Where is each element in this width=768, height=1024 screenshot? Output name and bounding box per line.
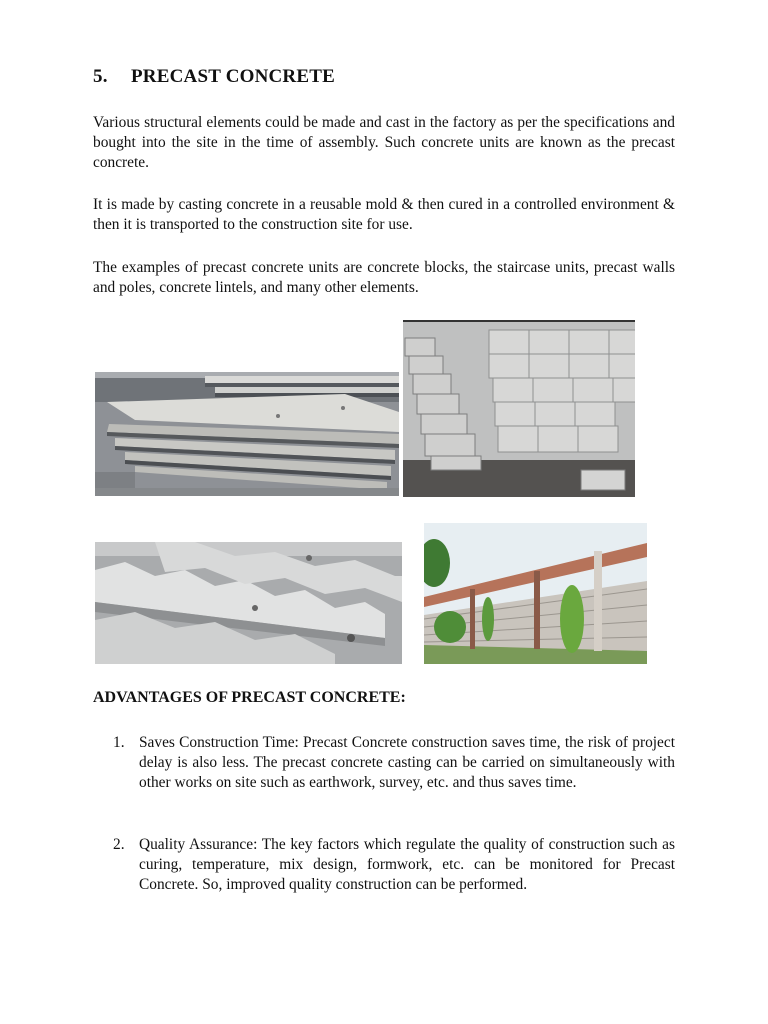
paragraph-examples: The examples of precast concrete units are concrete blocks, the staircase units, precast walls and poles, concrete lintels, and many other elements. <box>93 259 675 296</box>
advantage-text: Saves Construction Time: Precast Concrete construction saves time, the risk of project delay is also less. The precast concrete casting can be carried on simultaneously with other works on site such as earthwork, survey, etc. and thus saves time. <box>139 734 675 791</box>
advantage-text: Quality Assurance: The key factors which regulate the quality of construction such as curing, temperature, mix design, formwork, etc. can be monitored for Precast Concrete. So, improved quality construction can be performed. <box>139 836 675 893</box>
precast-slabs-photo <box>95 372 399 496</box>
section-title: PRECAST CONCRETE <box>131 66 335 87</box>
section-heading <box>93 66 335 88</box>
advantage-item <box>113 733 675 792</box>
section-number: 5. <box>93 66 108 87</box>
advantage-number: 1. <box>113 734 125 751</box>
precast-wall-photo <box>424 523 647 664</box>
paragraph-definition: Various structural elements could be made and cast in the factory as per the specifications and bought into the site in the time of assembly. Such concrete units are known as the precast concrete. <box>93 114 675 171</box>
paragraph-process: It is made by casting concrete in a reusable mold & then cured in a controlled environment & then it is transported to the construction site for use. <box>93 196 675 233</box>
advantage-number: 2. <box>113 836 125 853</box>
concrete-blocks-photo <box>403 320 635 497</box>
advantage-item <box>113 835 675 894</box>
advantages-heading: ADVANTAGES OF PRECAST CONCRETE: <box>93 689 406 706</box>
precast-stairs-photo <box>95 542 402 664</box>
